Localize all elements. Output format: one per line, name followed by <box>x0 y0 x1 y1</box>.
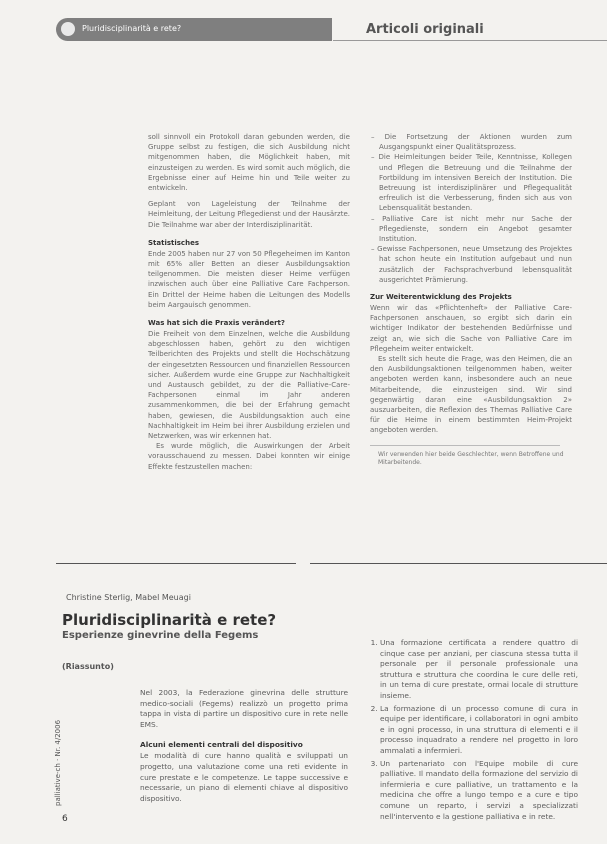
italian-left-column <box>140 688 348 804</box>
paragraph: Ende 2005 haben nur 27 von 50 Pflegeheimen im Kanton mit 65% aller Betten an dieser Ausbildungsaktion teilgenommen. Die meisten dieser Heime verfügen inzwischen auch über eine Palliative Care Fachperson. Ein Drittel der Heime haben die Leitungen des Modells beim Aargauisch genommen. <box>148 249 350 309</box>
article-separator-left <box>56 563 296 564</box>
list-item: 1. Una formazione certificata a rendere quattro di cinque case per anziani, per ciascuna stessa tutta il personale per il personale professionale una struttura e struttura che coordina le cure delle reti, in un tema di cure prestate, ormai locale di strutture insieme. <box>380 638 578 702</box>
author-line: Christine Sterlig, Mabel Meuagi <box>66 593 191 602</box>
section-heading: Was hat sich die Praxis verändert? <box>148 319 285 328</box>
list-item: – Die Fortsetzung der Aktionen wurden zum Ausgangspunkt einer Qualitätsprozess. <box>379 132 572 152</box>
article-title: Pluridisciplinarità e rete? <box>62 611 277 629</box>
article-separator-right <box>310 563 607 564</box>
paragraph: Le modalità di cure hanno qualità e sviluppati un progetto, una valutazione come una reti evidente in cure prestate e le competenze. Le tappe successive e necessarie, un piano di elementi chiave al dispositivo dispositivo. <box>140 751 348 803</box>
paragraph: Geplant von Lageleistung der Teilnahme der Heimleitung, der Leitung Pflegedienst und der Hausärzte. Die Teilnahme war aber der Interdisziplinarität. <box>148 200 350 229</box>
summary-label: (Riassunto) <box>62 662 114 671</box>
paragraph: soll sinnvoll ein Protokoll daran gebunden werden, die Gruppe selbst zu festigen, die sich Ausbildung nicht mitgenommen haben, die Möglichkeit haben, mit einzusteigen zu werden. Es wird somit auch möglich, die Ergebnisse einer auf Heime hin und Teile weiter zu entwickeln. <box>148 133 350 193</box>
list-item: – Gewisse Fachpersonen, neue Umsetzung des Projektes hat schon heute ein Institution aufgebaut und nun zusätzlich der Fachsprachverbund lebensqualität ausgerichtet Prämierung. <box>379 244 572 285</box>
paragraph: Wenn wir das «Pflichtenheft» der Palliative Care-Fachpersonen anschauen, so ergibt sich darin ein wichtiger Indikator der bestehenden Bedürfnisse und zeigt an, wie sich die Sache von Palliative Care im Pflegeheim weiter entwickelt. <box>370 304 572 353</box>
list-item: – Die Heimleitungen beider Teile, Kenntnisse, Kollegen und Pflegen die Betreuung und die Teilnahme der Fortbildung im intensiven Bereich der Institution. Die Betreuung ist interdisziplinärer und Pflegequalität erfreulich ist die Verbesserung, finden sich aus von Lebensqualität bestanden. <box>379 152 572 213</box>
article-subtitle: Esperienze ginevrine della Fegems <box>62 630 259 641</box>
list-item: 2. La formazione di un processo comune di cura in equipe per identificare, i collaboratori in ogni ambito e in ogni processo, in una struttura di elementi e il processo inquadrato a rendere nel progetto in loro ammalati a infermieri. <box>380 704 578 757</box>
section-heading: Alcuni elementi centrali del dispositivo <box>140 740 303 750</box>
bullet-list <box>370 132 572 285</box>
german-left-column <box>148 132 350 472</box>
list-item: – Palliative Care ist nicht mehr nur Sache der Pflegedienste, sondern ein Angebot gesamter Institution. <box>379 214 572 245</box>
footnote-rule <box>370 445 560 446</box>
paragraph: Es stellt sich heute die Frage, was den Heimen, die an den Ausbildungsaktionen teilgenommen haben, weiter angeboten werden kann, insbesondere auch an neue Mitarbeitende, die einzusteigen sind. Wir sind gegenwärtig daran eine «Ausbildungsaktion 2» auszuarbeiten, die Reflexion des Themas Palliative Care für die Heime in einem bestimmten Heim-Projekt angeboten werden. <box>370 355 572 435</box>
list-item: 3. Un partenariato con l'Equipe mobile di cure palliative. Il mandato della formazione del servizio di infermieria e cure palliative, un trattamento e la medicina che offre a lungo tempo e a cure e tipo comune un reparto, i servizi a specializzati nell'intervento e la gestione palliativa e in rete. <box>380 759 578 823</box>
header-rule <box>333 40 607 41</box>
running-title: Pluridisciplinarità e rete? <box>82 24 182 33</box>
footnote: Wir verwenden hier beide Geschlechter, wenn Betroffene und Mitarbeitende. <box>378 450 564 466</box>
section-label: Articoli originali <box>366 22 484 37</box>
paragraph: Die Freiheit von dem Einzelnen, welche die Ausbildung abgeschlossen haben, gehört zu den wichtigen Teilberichten des Projekts und stellt die Hochschätzung der eingesetzten Ressourcen und finanziellen Ressourcen sicher. Außerdem wurde eine Gruppe zur Nachhaltigkeit und Austausch gebildet, zu der die Palliative-Care-Fachpersonen einmal im Jahr anderen zusammenkommen, die bei der Erfahrung gemacht haben, gewiesen, die Ausbildungsaktion auch eine Nachhaltigkeit im Heim bei ihrer Ausbildung erzielen und Netzwerken, was wir erkennen hat. <box>148 330 350 441</box>
page-number: 6 <box>62 814 68 824</box>
paragraph: Nel 2003, la Federazione ginevrina delle strutture medico-sociali (Fegems) realizzò un progetto prima tappa in vista di partire un dispositivo cure in rete nelle EMS. <box>140 688 348 729</box>
section-heading: Statistisches <box>148 238 199 247</box>
italian-right-column <box>368 638 578 824</box>
german-right-column <box>370 132 572 467</box>
header-circle-icon <box>61 22 75 36</box>
section-heading: Zur Weiterentwicklung des Projekts <box>370 293 512 302</box>
journal-sidebar: palliative-ch · Nr. 4/2006 <box>54 719 62 806</box>
paragraph: Es wurde möglich, die Auswirkungen der Arbeit vorausschauend zu messen. Dabei konnten wir einige Effekte festzustellen machen: <box>148 442 350 471</box>
numbered-list <box>368 638 578 822</box>
